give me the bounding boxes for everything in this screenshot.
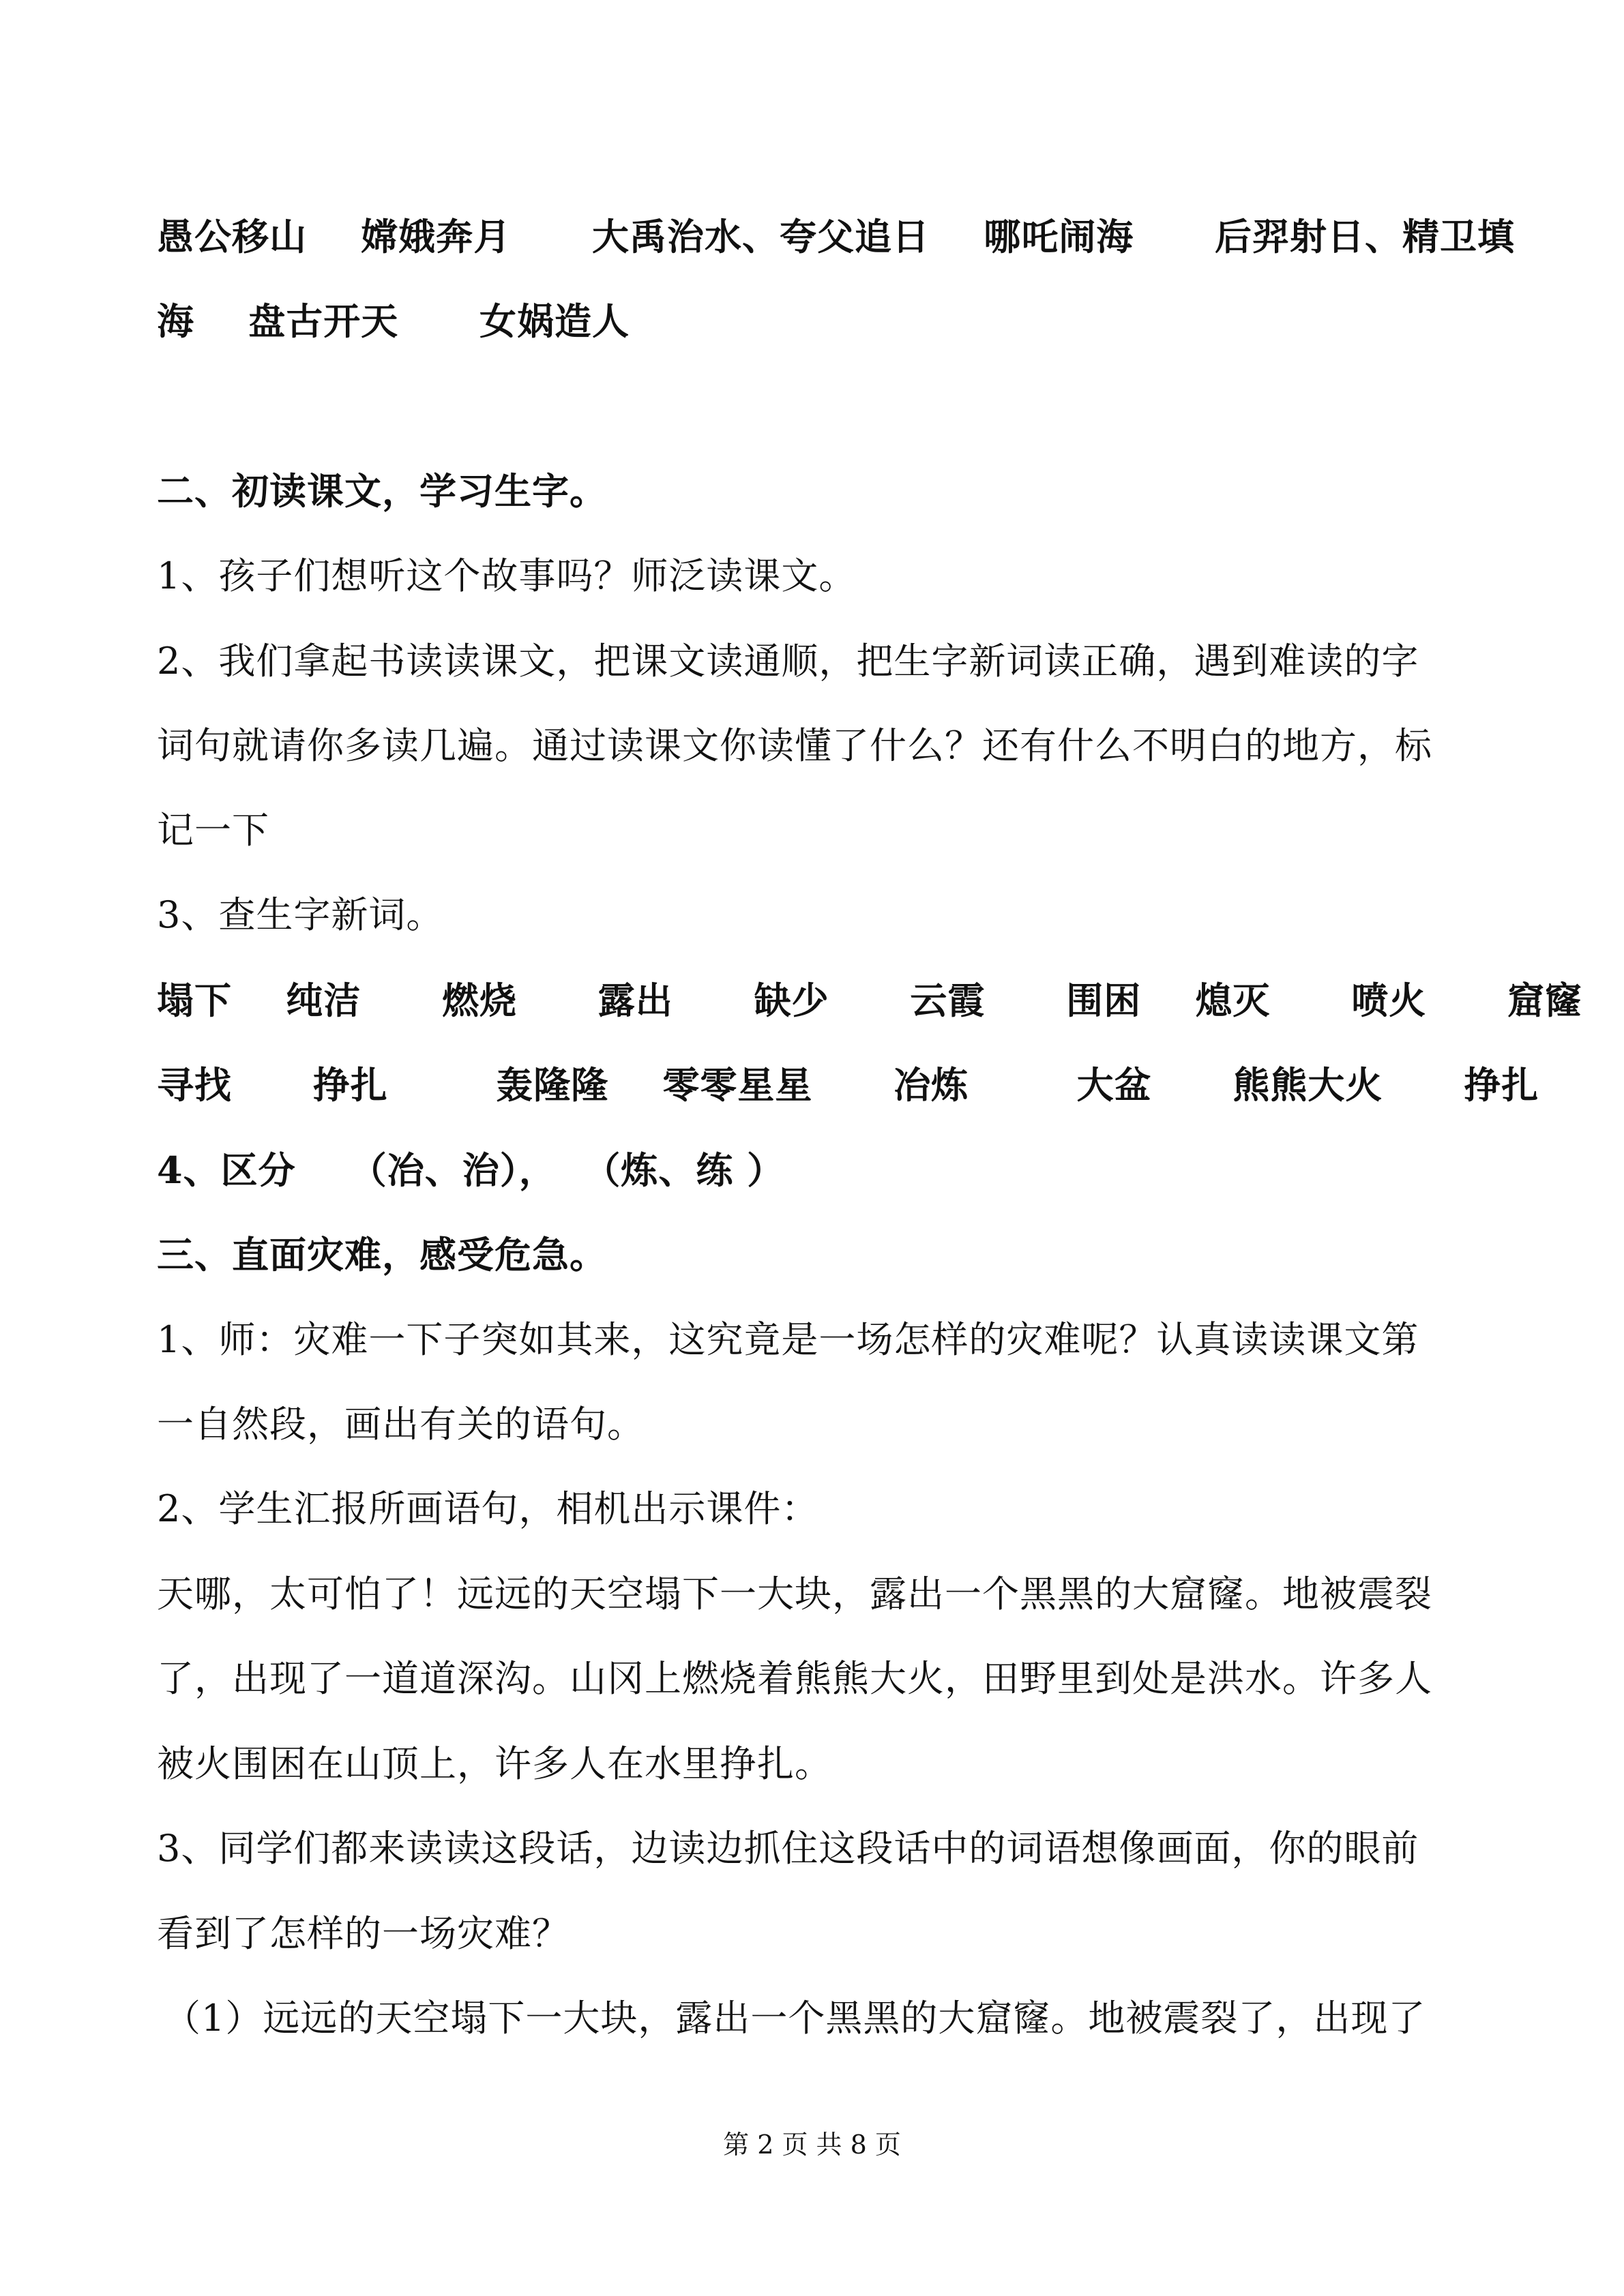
s3-item-3-line-2: 看到了怎样的一场灾难？ (157, 1912, 570, 1955)
s2-item-4: 4、区分 （冶、治）， （炼、练 ） (157, 1148, 785, 1192)
s2-item-2-line-1: 2、我们拿起书读读课文，把课文读通顺，把生字新词读正确，遇到难读的字 (157, 640, 1419, 683)
s3-item-3-line-1: 3、同学们都来读读这段话，边读边抓住这段话中的词语想像画面，你的眼前 (157, 1827, 1419, 1870)
s2-item-2-line-3: 记一下 (157, 809, 269, 852)
s2-item-1: 1、孩子们想听这个故事吗？师泛读课文。 (157, 554, 857, 597)
section-3-heading: 三、直面灾难，感受危急。 (157, 1233, 607, 1277)
quote-line-1: 天哪，太可怕了！远远的天空塌下一大块，露出一个黑黑的大窟窿。地被震裂 (157, 1572, 1432, 1615)
vocab-line-2: 寻找 挣扎 轰隆隆 零零星星 冶炼 大盆 熊熊大火 挣扎 (157, 1063, 1539, 1107)
quote-line-2: 了，出现了一道道深沟。山冈上燃烧着熊熊大火，田野里到处是洪水。许多人 (157, 1657, 1432, 1700)
s3-item-1-line-2: 一自然段，画出有关的语句。 (157, 1403, 645, 1446)
vocab-line-1: 塌下 纯洁 燃烧 露出 缺少 云霞 围困 熄灭 喷火 窟窿 (157, 979, 1582, 1022)
s3-item-2: 2、学生汇报所画语句，相机出示课件： (157, 1487, 819, 1530)
quote-line-3: 被火围困在山顶上，许多人在水里挣扎。 (157, 1742, 832, 1785)
s2-item-3: 3、查生字新词。 (157, 893, 444, 936)
myths-line-2: 海 盘古开天 女娲造人 (157, 299, 630, 343)
page-footer: 第 2 页 共 8 页 (723, 2130, 901, 2160)
s2-item-2-line-2: 词句就请你多读几遍。通过读课文你读懂了什么？还有什么不明白的地方，标 (157, 724, 1432, 767)
s3-item-1-line-1: 1、师：灾难一下子突如其来，这究竟是一场怎样的灾难呢？认真读读课文第 (157, 1318, 1419, 1361)
myths-line-1: 愚公移山 嫦娥奔月 大禹治水、夸父追日 哪吒闹海 后羿射日、精卫填 (157, 215, 1515, 258)
s3-sub-item-1: （1）远远的天空塌下一大块，露出一个黑黑的大窟窿。地被震裂了，出现了 (164, 1997, 1426, 2040)
section-2-heading: 二、初读课文，学习生字。 (157, 469, 607, 513)
